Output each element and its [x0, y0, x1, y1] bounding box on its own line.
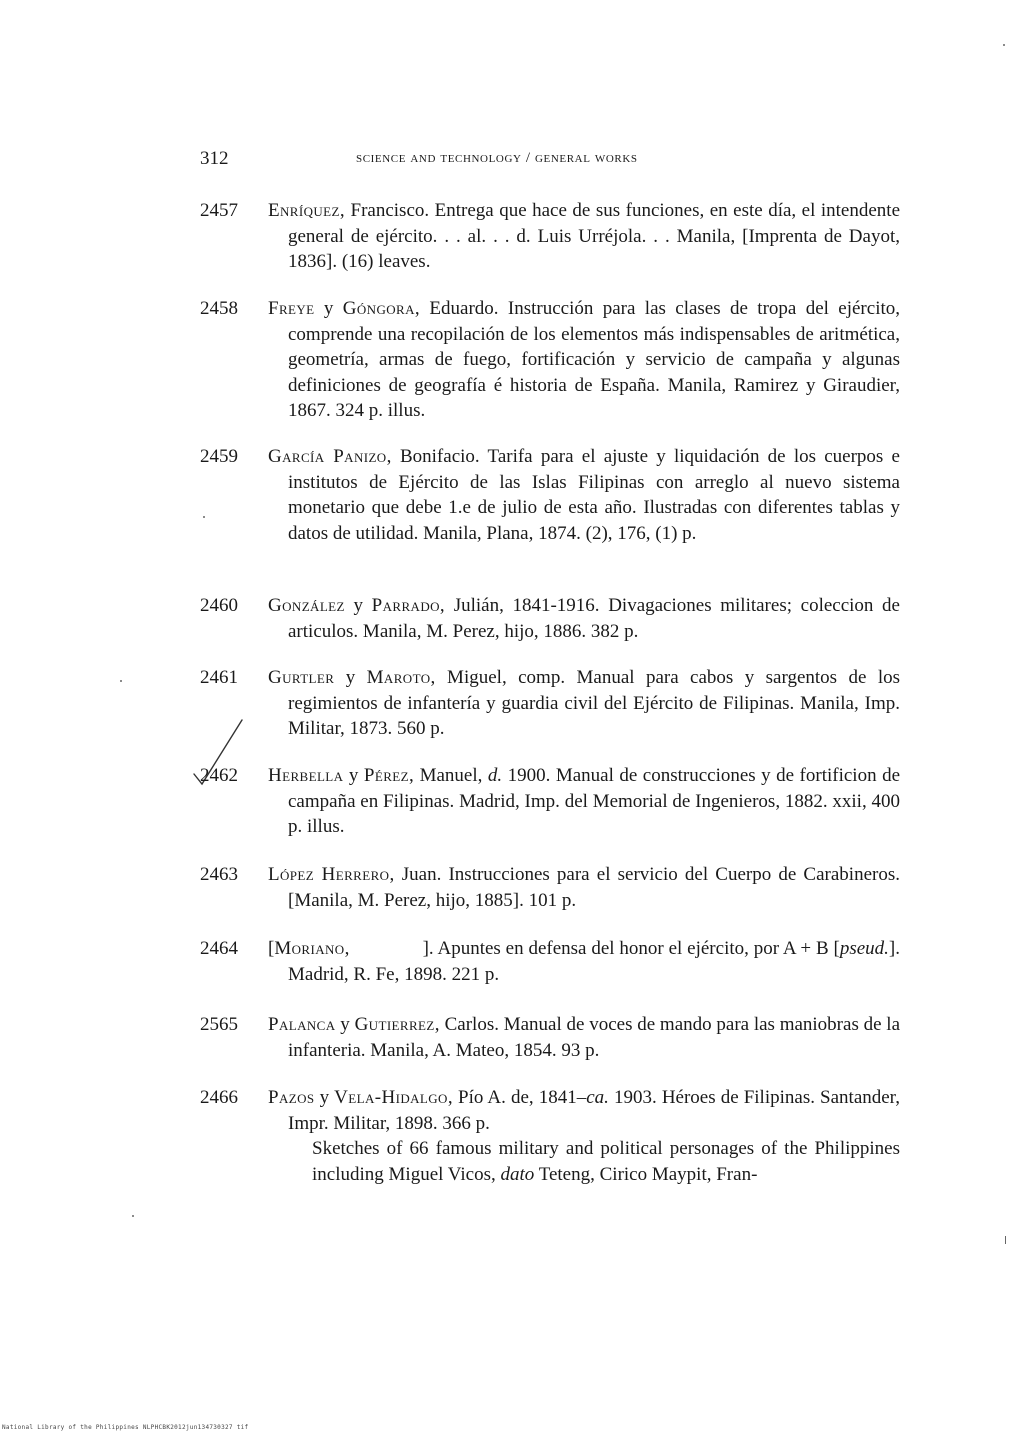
entry-italic: ca.	[586, 1087, 609, 1108]
entry-conjunction: y	[314, 1087, 335, 1108]
entry-note-part: Sketches of 66 famous military and political personages of the Philippines including Miguel Vicos,	[312, 1138, 900, 1185]
entry-author: Palanca	[268, 1014, 336, 1035]
entry-prefix: [	[268, 938, 275, 959]
entry-description: 1903. Héroes de Filipinas. Santander, Impr. Militar, 1898. 366 p.	[288, 1087, 901, 1134]
entry-text	[268, 763, 900, 840]
entry-description-part: Pío A. de, 1841–	[452, 1087, 587, 1108]
entry-description: Carlos. Manual de voces de mando para las maniobras de la infanteria. Manila, A. Mateo, 1854. 93 p.	[288, 1014, 900, 1061]
entry-italic: d.	[487, 765, 503, 786]
entry-conjunction: y	[343, 765, 364, 786]
entry-author-second: Maroto,	[366, 667, 436, 688]
entry-description: Miguel, comp. Manual para cabos y sargentos de los regimientos de infantería y guardia civil del Ejército de Filipinas. Manila, Imp. Militar, 1873. 560 p.	[288, 667, 900, 739]
entry-number: 2460	[200, 595, 238, 616]
entry-number: 2458	[200, 298, 238, 319]
entry-number: 2565	[200, 1014, 238, 1035]
entry-text	[268, 198, 900, 275]
entry-conjunction: y	[314, 298, 343, 319]
entry-text	[268, 1085, 900, 1136]
entry-note-italic: dato	[500, 1163, 535, 1185]
bibliography-entry	[200, 936, 905, 987]
entry-description: ]. Madrid, R. Fe, 1898. 221 p.	[288, 938, 905, 985]
entry-number: 2459	[200, 446, 238, 467]
entry-text	[268, 593, 900, 644]
entry-text	[268, 1012, 900, 1063]
entry-text	[268, 444, 900, 546]
entry-description: Juan. Instrucciones para el servicio del Cuerpo de Carabineros. [Manila, M. Perez, hijo, 1885]. 101 p.	[288, 864, 900, 911]
entry-note	[312, 1136, 900, 1187]
entry-author-second: Gutierrez,	[354, 1014, 440, 1035]
bibliography-entry	[200, 862, 900, 913]
entry-description: Bonifacio. Tarifa para el ajuste y liquidación de los cuerpos e institutos de Ejército de las Islas Filipinas con arreglo al nuevo sistema monetario que debe 1.e de julio de esta año. Ilustradas con diferentes tablas y datos de utilidad. Manila, Plana, 1874. (2), 176, (1) p.	[288, 446, 900, 544]
scan-speck	[1003, 44, 1005, 46]
page-number: 312	[200, 148, 229, 169]
entry-number: 2466	[200, 1087, 238, 1108]
scan-speck	[120, 680, 122, 682]
entry-author-second: Parrado,	[371, 595, 446, 616]
entry-conjunction: y	[335, 1014, 355, 1035]
entry-description: Eduardo. Instrucción para las clases de tropa del ejército, comprende una recopilación de los elementos más indispensables de aritmética, geometría, armas de fuego, fortificación y servicio de campaña y algunas definiciones de geografía é historia de España. Manila, Ramirez y Giraudier, 1867. 324 p. illus.	[288, 298, 900, 421]
entry-author: Freye	[268, 298, 315, 319]
entry-description: Julián, 1841-1916. Divagaciones militares; coleccion de articulos. Manila, M. Perez, hijo, 1886. 382 p.	[288, 595, 900, 642]
bibliography-entry	[200, 665, 900, 742]
entry-number: 2464	[200, 938, 238, 959]
entry-author: García Panizo,	[268, 446, 392, 467]
entry-author: Herbella	[268, 765, 344, 786]
entry-number: 2457	[200, 200, 238, 221]
entry-author: Moriano,	[274, 938, 350, 959]
entry-author: López Herrero,	[268, 864, 395, 885]
entry-note-part: Teteng, Cirico Maypit, Fran-	[534, 1163, 758, 1185]
bibliography-entry	[200, 1085, 900, 1187]
running-head: science and technology / general works	[356, 150, 638, 166]
entry-number: 2462	[200, 765, 238, 786]
entry-author-second: Vela-Hidalgo,	[334, 1087, 453, 1108]
entry-description: Francisco. Entrega que hace de sus funciones, en este día, el intendente general de ejército. . . al. . . d. Luis Urréjola. . . Manila, [Imprenta de Dayot, 1836]. (16) leaves.	[288, 200, 900, 272]
entry-author: Gurtler	[268, 667, 335, 688]
entry-author: Enríquez,	[268, 200, 346, 221]
entry-number: 2461	[200, 667, 238, 688]
bibliography-entry	[200, 296, 900, 424]
entry-description: 1900. Manual de construcciones y de fortificion de campaña en Filipinas. Madrid, Imp. del Memorial de Ingenieros, 1882. xxii, 400 p. illus.	[288, 765, 901, 837]
entry-number: 2463	[200, 864, 238, 885]
entry-author-second: Góngora,	[342, 298, 421, 319]
bibliography-entry	[200, 593, 900, 644]
scan-speck	[1005, 1236, 1006, 1244]
scan-speck	[203, 516, 205, 518]
entry-author: González	[268, 595, 345, 616]
entry-text	[268, 665, 900, 742]
bibliography-entry	[200, 763, 900, 840]
entry-conjunction: y	[344, 595, 372, 616]
entry-text	[268, 862, 900, 913]
entry-italic: pseud.	[839, 938, 889, 959]
entry-author-second: Pérez,	[363, 765, 415, 786]
bibliography-entry	[200, 444, 900, 546]
scan-footer-id: National Library of the Philippines NLPHCBK2012jun134730327 tif	[2, 1424, 249, 1431]
scan-speck	[132, 1215, 134, 1217]
bibliography-entry	[200, 198, 900, 275]
entry-description-part: Manuel,	[414, 765, 488, 786]
entry-text	[268, 936, 905, 987]
bibliography-entry	[200, 1012, 900, 1063]
entry-text	[268, 296, 900, 424]
entry-author: Pazos	[268, 1087, 315, 1108]
entry-description-part: ]. Apuntes en defensa del honor el ejército, por A + B [	[349, 938, 840, 959]
entry-conjunction: y	[334, 667, 367, 688]
